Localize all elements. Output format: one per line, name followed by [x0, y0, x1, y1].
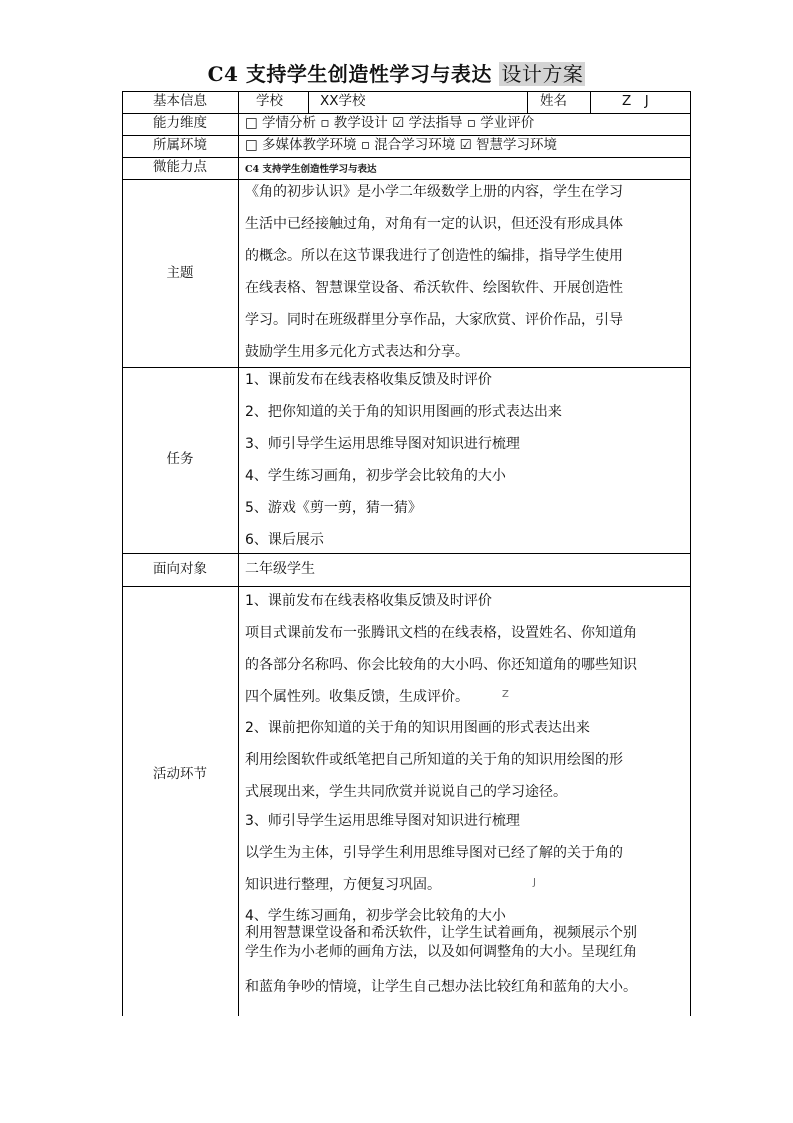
activity-line: 学生作为小老师的画角方法，以及如何调整角的大小。呈现红角 [245, 944, 637, 960]
activity-step-3 [245, 805, 685, 901]
task-item: 1、课前发布在线表格收集反馈及时评价 [245, 372, 492, 388]
school-value-divider [527, 91, 528, 113]
theme-line: 的概念。所以在这节课我进行了创造性的编排，指导学生使用 [245, 248, 623, 264]
row-divider [122, 157, 690, 158]
name-value: Z J [622, 93, 649, 109]
ability-label: 能力维度 [153, 115, 207, 131]
activity-line: 知识进行整理，方便复习巩固。 [245, 877, 441, 893]
table-border-top [122, 91, 690, 92]
basic-info-label: 基本信息 [153, 93, 207, 109]
activity-line: 利用智慧课堂设备和希沃软件，让学生试着画角，视频展示个别 [245, 925, 637, 941]
theme-line: 《角的初步认识》是小学二年级数学上册的内容，学生在学习 [245, 184, 623, 200]
activity-step-1 [245, 585, 685, 713]
theme-line: 鼓励学生用多元化方式表达和分享。 [245, 344, 469, 360]
theme-line: 生活中已经接触过角，对角有一定的认识，但还没有形成具体 [245, 216, 623, 232]
tasks-list [245, 364, 685, 556]
school-label: 学校 [256, 93, 283, 109]
activity-line: 四个属性列。收集反馈，生成评价。 [245, 689, 469, 705]
activity-heading: 4、学生练习画角，初步学会比较角的大小 [245, 908, 506, 924]
table-border-right [690, 91, 691, 1016]
activity-heading: 2、课前把你知道的关于角的知识用图画的形式表达出来 [245, 720, 590, 736]
activity-line: 项目式课前发布一张腾讯文档的在线表格，设置姓名、你知道角 [245, 625, 637, 641]
micro-ability-label: 微能力点 [153, 159, 207, 175]
annotation-mark: Z [502, 689, 509, 700]
activity-line: 以学生为主体，引导学生利用思维导图对已经了解的关于角的 [245, 845, 623, 861]
activity-line: 和蓝角争吵的情境，让学生自己想办法比较红角和蓝角的大小。 [245, 979, 637, 995]
audience-label: 面向对象 [153, 561, 207, 577]
micro-ability-value: C4 支持学生创造性学习与表达 [245, 164, 377, 175]
document-title [0, 58, 793, 87]
school-value: XX学校 [320, 93, 366, 109]
row-divider [122, 113, 690, 114]
table-border-left [122, 91, 123, 1016]
environment-options: □ 多媒体教学环境 ▫ 混合学习环境 ☑ 智慧学习环境 [245, 137, 557, 153]
activity-line: 式展现出来，学生共同欣赏并说说自己的学习途径。 [245, 784, 567, 800]
annotation-mark: J [533, 877, 536, 888]
task-item: 4、学生练习画角，初步学会比较角的大小 [245, 468, 506, 484]
activity-heading: 1、课前发布在线表格收集反馈及时评价 [245, 593, 492, 609]
activity-step-2 [245, 712, 685, 808]
theme-line: 学习。同时在班级群里分享作品，大家欣赏、评价作品，引导 [245, 312, 623, 328]
tasks-label: 任务 [166, 451, 194, 467]
task-item: 6、课后展示 [245, 532, 324, 548]
row-divider [122, 135, 690, 136]
title-highlight: 设计方案 [501, 62, 584, 86]
label-column-divider [238, 91, 239, 1016]
name-label: 姓名 [540, 93, 567, 109]
school-divider [308, 91, 309, 113]
theme-line: 在线表格、智慧课堂设备、希沃软件、绘图软件、开展创造性 [245, 280, 623, 296]
task-item: 2、把你知道的关于角的知识用图画的形式表达出来 [245, 404, 562, 420]
theme-text [245, 176, 685, 368]
title-main: C4 支持学生创造性学习与表达 [207, 62, 492, 86]
audience-value: 二年级学生 [245, 561, 315, 577]
name-divider [590, 91, 591, 113]
environment-label: 所属环境 [153, 137, 207, 153]
task-item: 5、游戏《剪一剪，猜一猜》 [245, 500, 422, 516]
activity-line: 利用绘图软件或纸笔把自己所知道的关于角的知识用绘图的形 [245, 752, 623, 768]
activity-line: 的各部分名称吗、你会比较角的大小吗、你还知道角的哪些知识 [245, 657, 637, 673]
activity-heading: 3、师引导学生运用思维导图对知识进行梳理 [245, 813, 520, 829]
task-item: 3、师引导学生运用思维导图对知识进行梳理 [245, 436, 520, 452]
theme-label: 主题 [166, 265, 194, 281]
activity-label: 活动环节 [153, 766, 207, 782]
ability-options: □ 学情分析 ▫ 教学设计 ☑ 学法指导 ▫ 学业评价 [245, 115, 535, 131]
